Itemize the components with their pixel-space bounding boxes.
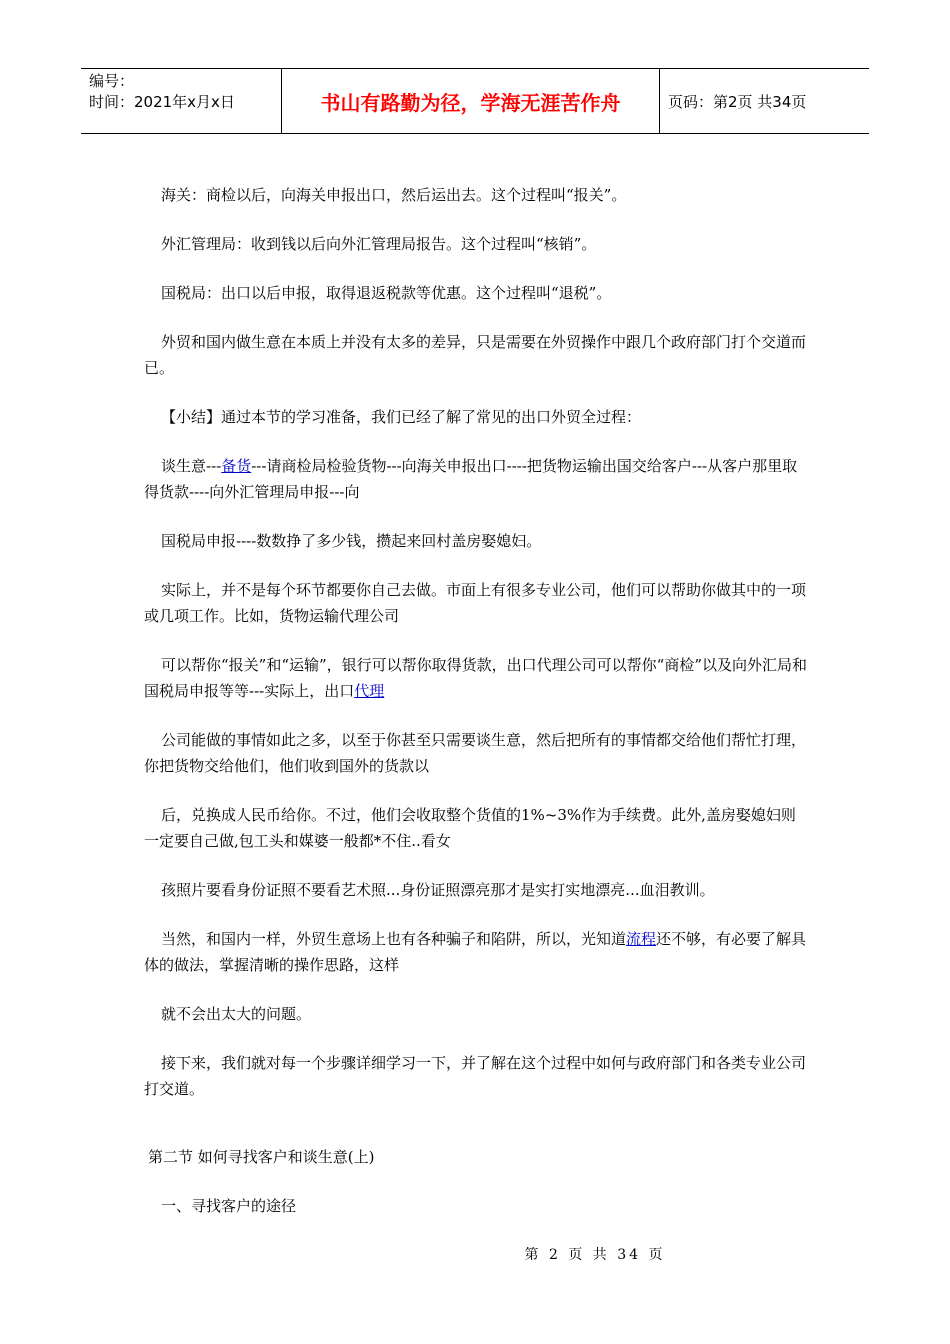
header-motto: 书山有路勤为径，学海无涯苦作舟 [282, 69, 660, 133]
header-table [81, 68, 869, 134]
paragraph-process-cont: 国税局申报----数数挣了多少钱，攒起来回村盖房娶媳妇。 [161, 532, 542, 550]
number-label: 编号： [89, 72, 135, 90]
paragraph-summary: 【小结】通过本节的学习准备，我们已经了解了常见的出口外贸全过程： [161, 408, 642, 426]
header-meta-cell [81, 69, 282, 133]
process-text-end: ---请商检局检验货物---向海关申报出口----把货物运输出国交给客户---从客户那里取得货款----向外汇管理局申报---向 [144, 457, 798, 501]
paragraph-agents-more: 公司能做的事情如此之多，以至于你甚至只需要谈生意，然后把所有的事情都交给他们帮忙打理，你把货物交给他们，他们收到国外的货款以 [144, 731, 807, 775]
paragraph-traps [144, 926, 809, 978]
link-process[interactable]: 流程 [626, 930, 657, 948]
page-footer: 第 2 页 共 34 页 [524, 1247, 666, 1263]
paragraph-agents: 实际上，并不是每个环节都要你自己去做。市面上有很多专业公司，他们可以帮助你做其中的一项或几项工作。比如，货物运输代理公司 [144, 581, 807, 625]
paragraph-agents-cont [144, 652, 809, 704]
paragraph-no-problem: 就不会出太大的问题。 [161, 1005, 312, 1023]
process-text-start: 谈生意--- [161, 457, 222, 475]
paragraph-photos: 孩照片要看身份证照不要看艺术照...身份证照漂亮那才是实打实地漂亮...血泪教训。 [161, 881, 715, 899]
paragraph-next: 接下来，我们就对每一个步骤详细学习一下，并了解在这个过程中如何与政府部门和各类专业公司打交道。 [144, 1054, 807, 1098]
link-stock-prep[interactable]: 备货 [221, 457, 252, 475]
paragraph-forex: 外汇管理局：收到钱以后向外汇管理局报告。这个过程叫“核销”。 [161, 235, 597, 253]
section-title: 第二节 如何寻找客户和谈生意(上) [148, 1148, 375, 1166]
document-body [144, 182, 809, 1219]
paragraph-customs: 海关：商检以后，向海关申报出口，然后运出去。这个过程叫“报关”。 [161, 186, 627, 204]
paragraph-process [144, 453, 809, 505]
subsection-title: 一、寻找客户的途径 [161, 1197, 297, 1215]
time-label: 时间：2021年x月x日 [89, 93, 235, 111]
link-agent[interactable]: 代理 [354, 682, 385, 700]
paragraph-overview: 外贸和国内做生意在本质上并没有太多的差异，只是需要在外贸操作中跟几个政府部门打个交道而已。 [144, 333, 807, 377]
paragraph-fees: 后，兑换成人民币给你。不过，他们会收取整个货值的1%~3%作为手续费。此外,盖房娶媳妇则一定要自己做,包工头和媒婆一般都*不住..看女 [144, 806, 796, 850]
header-page-info: 页码：第2页 共34页 [668, 92, 807, 111]
paragraph-tax: 国税局：出口以后申报，取得退返税款等优惠。这个过程叫“退税”。 [161, 284, 612, 302]
traps-text-start: 当然，和国内一样，外贸生意场上也有各种骗子和陷阱，所以，光知道 [161, 930, 627, 948]
agents-text: 可以帮你“报关”和“运输”，银行可以帮你取得货款，出口代理公司可以帮你“商检”以及向外汇局和国税局申报等等---实际上，出口 [144, 656, 808, 700]
traps-text-end: 还不够，有必要了解具体的做法，掌握清晰的操作思路，这样 [144, 930, 807, 974]
